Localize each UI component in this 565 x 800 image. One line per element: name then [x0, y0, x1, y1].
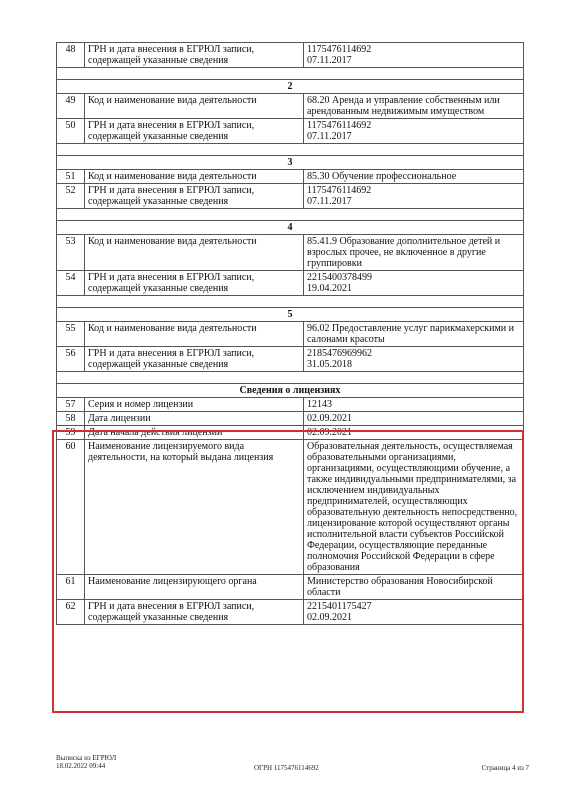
field-value: 85.41.9 Образование дополнительное детей и взрослых прочее, не включенное в другие группировки	[304, 235, 524, 271]
section-header	[57, 308, 524, 322]
table-row	[57, 426, 524, 440]
field-value: 1175476114692 07.11.2017	[304, 119, 524, 144]
table-row	[57, 43, 524, 68]
row-number: 57	[57, 398, 85, 412]
row-number: 56	[57, 347, 85, 372]
field-value: 02.09.2021	[304, 426, 524, 440]
field-value: Министерство образования Новосибирской области	[304, 575, 524, 600]
section-header	[57, 221, 524, 235]
section-header	[57, 80, 524, 94]
section-number: 3	[57, 156, 524, 170]
table-row	[57, 440, 524, 575]
field-name: Наименование лицензирующего органа	[85, 575, 304, 600]
section-number: 5	[57, 308, 524, 322]
field-name: Код и наименование вида деятельности	[85, 322, 304, 347]
field-value: 02.09.2021	[304, 412, 524, 426]
footer-doc-name: Выписка из ЕГРЮЛ	[56, 754, 117, 762]
table-row	[57, 412, 524, 426]
field-value: 2215401175427 02.09.2021	[304, 600, 524, 625]
spacer-row	[57, 68, 524, 80]
row-number: 61	[57, 575, 85, 600]
license-section-title: Сведения о лицензиях	[57, 384, 524, 398]
field-name: ГРН и дата внесения в ЕГРЮЛ записи, содержащей указанные сведения	[85, 271, 304, 296]
table-row	[57, 119, 524, 144]
field-value: 1175476114692 07.11.2017	[304, 43, 524, 68]
section-number: 4	[57, 221, 524, 235]
field-name: Наименование лицензируемого вида деятельности, на который выдана лицензия	[85, 440, 304, 575]
table-row	[57, 600, 524, 625]
table-row	[57, 235, 524, 271]
footer-ogrn: ОГРН 1175476114692	[254, 764, 319, 772]
spacer-row	[57, 296, 524, 308]
row-number: 60	[57, 440, 85, 575]
spacer-row	[57, 372, 524, 384]
section-number: 2	[57, 80, 524, 94]
field-value: 2215400378499 19.04.2021	[304, 271, 524, 296]
field-name: ГРН и дата внесения в ЕГРЮЛ записи, содержащей указанные сведения	[85, 600, 304, 625]
footer-left	[56, 754, 116, 770]
field-name: Код и наименование вида деятельности	[85, 235, 304, 271]
field-value: 85.30 Обучение профессиональное	[304, 170, 524, 184]
table-row	[57, 271, 524, 296]
field-name: Дата лицензии	[85, 412, 304, 426]
egrul-table	[56, 42, 524, 625]
field-name: Код и наименование вида деятельности	[85, 94, 304, 119]
table-row	[57, 322, 524, 347]
field-name: ГРН и дата внесения в ЕГРЮЛ записи, содержащей указанные сведения	[85, 119, 304, 144]
field-value: 96.02 Предоставление услуг парикмахерскими и салонами красоты	[304, 322, 524, 347]
footer-datetime: 18.02.2022 09:44	[56, 762, 106, 770]
field-name: Серия и номер лицензии	[85, 398, 304, 412]
table-row	[57, 398, 524, 412]
row-number: 59	[57, 426, 85, 440]
field-name: ГРН и дата внесения в ЕГРЮЛ записи, содержащей указанные сведения	[85, 347, 304, 372]
field-name: ГРН и дата внесения в ЕГРЮЛ записи, содержащей указанные сведения	[85, 184, 304, 209]
table-row	[57, 347, 524, 372]
field-name: Дата начала действия лицензии	[85, 426, 304, 440]
spacer-row	[57, 209, 524, 221]
row-number: 50	[57, 119, 85, 144]
row-number: 55	[57, 322, 85, 347]
table-row	[57, 184, 524, 209]
spacer-row	[57, 144, 524, 156]
field-value: 12143	[304, 398, 524, 412]
row-number: 53	[57, 235, 85, 271]
field-value: 68.20 Аренда и управление собственным или арендованным недвижимым имуществом	[304, 94, 524, 119]
field-value: 2185476969962 31.05.2018	[304, 347, 524, 372]
row-number: 49	[57, 94, 85, 119]
row-number: 54	[57, 271, 85, 296]
table-row	[57, 94, 524, 119]
license-section-header	[57, 384, 524, 398]
section-header	[57, 156, 524, 170]
row-number: 52	[57, 184, 85, 209]
row-number: 48	[57, 43, 85, 68]
table-row	[57, 170, 524, 184]
footer-page-number: Страница 4 из 7	[481, 764, 529, 772]
table-row	[57, 575, 524, 600]
field-value: Образовательная деятельность, осуществляемая образовательными организациями, организациями, осуществляющими обучение, а также индивидуальными предпринимателями, за исключением индивидуальных предпринимателей, осуществляющих образовательную деятельность непосредственно, лицензирование которой осуществляют органы исполнительной власти субъектов Российской Федерации, осуществляющие переданные полномочия Российской Федерации в сфере образования	[304, 440, 524, 575]
field-name: ГРН и дата внесения в ЕГРЮЛ записи, содержащей указанные сведения	[85, 43, 304, 68]
field-name: Код и наименование вида деятельности	[85, 170, 304, 184]
row-number: 58	[57, 412, 85, 426]
row-number: 62	[57, 600, 85, 625]
row-number: 51	[57, 170, 85, 184]
field-value: 1175476114692 07.11.2017	[304, 184, 524, 209]
